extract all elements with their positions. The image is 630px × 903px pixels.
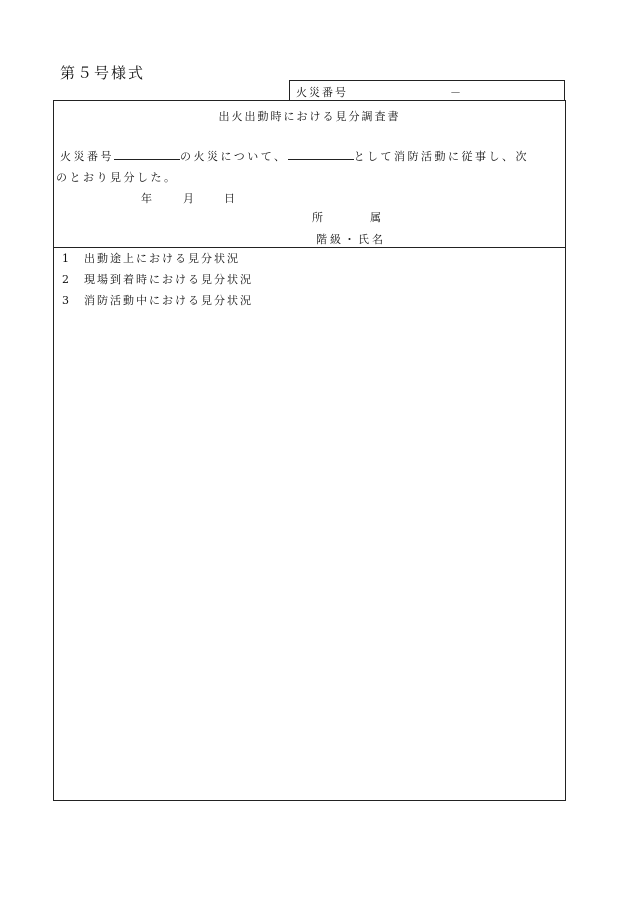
list-item: 3 消防活動中における見分状況: [62, 294, 253, 307]
fire-number-label: 火災番号: [296, 86, 348, 99]
statement-line-2: のとおり見分した。: [56, 171, 178, 184]
date-day: 日: [224, 192, 235, 205]
fire-number-blank[interactable]: [114, 149, 180, 160]
date-year: 年: [141, 192, 152, 205]
fire-number-box: [289, 80, 565, 100]
document-title: 出火出動時における見分調査書: [218, 110, 401, 123]
affiliation-label-a: 所: [312, 211, 325, 224]
section-divider: [54, 247, 565, 248]
statement-fire-number: 火災番号: [60, 150, 114, 163]
fire-number-dash: －: [450, 86, 461, 99]
rank-name-label: 階級・氏名: [316, 233, 386, 246]
list-item: 1 出動途上における見分状況: [62, 252, 240, 265]
role-blank[interactable]: [288, 149, 354, 160]
affiliation-label-b: 属: [370, 211, 383, 224]
statement-line-1: [60, 148, 560, 164]
observation-items: [62, 252, 253, 315]
list-item: 2 現場到着時における見分状況: [62, 273, 253, 286]
statement-engaged: として消防活動に従事し、次: [353, 150, 530, 163]
statement-fire-about: の火災について、: [180, 150, 288, 163]
date-month: 月: [183, 192, 194, 205]
report-sheet: [53, 100, 566, 801]
form-number: 第５号様式: [60, 64, 146, 82]
